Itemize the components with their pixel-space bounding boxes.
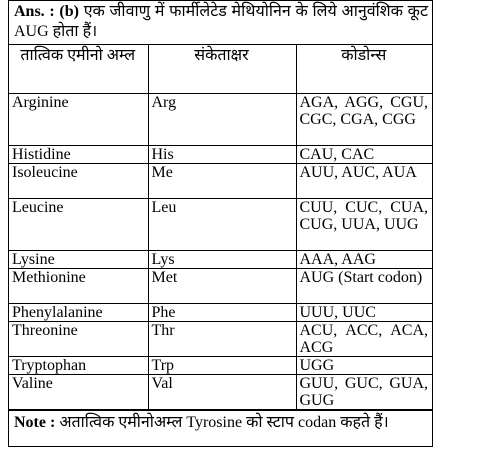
cell-codons: CUU, CUC, CUA, CUG, UUA, UUG xyxy=(296,199,432,251)
table-row xyxy=(9,251,432,269)
cell-abbreviation: Arg xyxy=(148,94,296,146)
cell-codons: UGG xyxy=(296,357,432,375)
cell-codons: GUU, GUC, GUA, GUG xyxy=(296,375,432,410)
table-body xyxy=(9,94,432,410)
cell-abbreviation: Lys xyxy=(148,251,296,269)
cell-amino-acid: Valine xyxy=(9,375,148,410)
table-row xyxy=(9,164,432,199)
answer-prefix: Ans. : (b) xyxy=(14,3,79,20)
cell-codons: AAA, AAG xyxy=(296,251,432,269)
note-prefix: Note : xyxy=(14,414,56,431)
table-row xyxy=(9,94,432,146)
cell-codons: AGA, AGG, CGU, CGC, CGA, CGG xyxy=(296,94,432,146)
table-row xyxy=(9,199,432,251)
note-text: अतात्विक एमीनोअम्ल Tyrosine को स्टाप codan कहते हैं। xyxy=(55,414,389,431)
table-row xyxy=(9,269,432,304)
cell-amino-acid: Methionine xyxy=(9,269,148,304)
cell-codons: UUU, UUC xyxy=(296,304,432,322)
cell-abbreviation: Me xyxy=(148,164,296,199)
answer-sheet xyxy=(8,0,433,447)
cell-amino-acid: Lysine xyxy=(9,251,148,269)
cell-amino-acid: Arginine xyxy=(9,94,148,146)
cell-amino-acid: Leucine xyxy=(9,199,148,251)
table-header-row xyxy=(9,45,432,94)
cell-amino-acid: Isoleucine xyxy=(9,164,148,199)
cell-amino-acid: Histidine xyxy=(9,146,148,164)
cell-abbreviation: Val xyxy=(148,375,296,410)
cell-amino-acid: Phenylalanine xyxy=(9,304,148,322)
amino-acid-table xyxy=(9,45,432,410)
answer-text: एक जीवाणु में फार्मीलेटेड मेथियोनिन के लिये आनुवंशिक कूट AUG होता हैं। xyxy=(14,3,429,40)
table-row xyxy=(9,304,432,322)
note-line xyxy=(9,410,432,460)
table-row xyxy=(9,357,432,375)
cell-abbreviation: Trp xyxy=(148,357,296,375)
header-amino-acid: तात्विक एमीनो अम्ल xyxy=(9,45,148,94)
table-row xyxy=(9,146,432,164)
answer-line xyxy=(9,1,432,45)
cell-abbreviation: Phe xyxy=(148,304,296,322)
cell-codons: ACU, ACC, ACA, ACG xyxy=(296,322,432,357)
cell-abbreviation: Leu xyxy=(148,199,296,251)
table-row xyxy=(9,375,432,410)
table-row xyxy=(9,322,432,357)
cell-codons: AUU, AUC, AUA xyxy=(296,164,432,199)
cell-codons: AUG (Start codon) xyxy=(296,269,432,304)
cell-abbreviation: His xyxy=(148,146,296,164)
header-abbreviation: संकेताक्षर xyxy=(148,45,296,94)
cell-codons: CAU, CAC xyxy=(296,146,432,164)
header-codons: कोडोन्स xyxy=(296,45,432,94)
cell-amino-acid: Tryptophan xyxy=(9,357,148,375)
cell-abbreviation: Met xyxy=(148,269,296,304)
cell-abbreviation: Thr xyxy=(148,322,296,357)
cell-amino-acid: Threonine xyxy=(9,322,148,357)
